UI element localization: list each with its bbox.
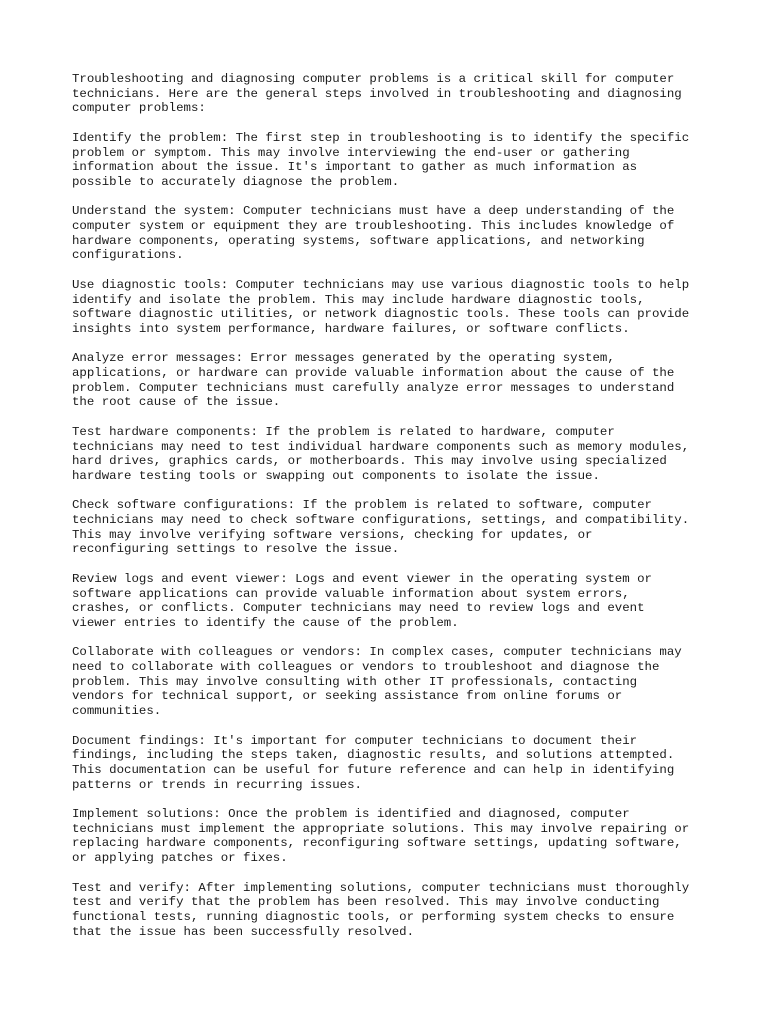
paragraph-use-diagnostic-tools: Use diagnostic tools: Computer technicians may use various diagnostic tools to help identify and isolate the problem. This may include hardware diagnostic tools, software diagnostic utilities, or network diagnostic tools. These tools can provide insights into system performance, hardware failures, or software conflicts. (72, 277, 690, 336)
paragraph-collaborate: Collaborate with colleagues or vendors: In complex cases, computer technicians may need to collaborate with colleagues or vendors to troubleshoot and diagnose the problem. This may involve consulting with other IT professionals, contacting vendors for technical support, or seeking assistance from online forums or communities. (72, 645, 682, 719)
intro-paragraph: Troubleshooting and diagnosing computer problems is a critical skill for computer technicians. Here are the general steps involved in troubleshooting and diagnosing computer problems: (72, 72, 682, 116)
paragraph-test-hardware-components: Test hardware components: If the problem is related to hardware, computer technicians may need to test individual hardware components such as memory modules, hard drives, graphics cards, or motherboards. This may involve using specialized hardware testing tools or swapping out components to isolate the issue. (72, 424, 690, 483)
paragraph-analyze-error-messages: Analyze error messages: Error messages generated by the operating system, applications, or hardware can provide valuable information about the cause of the problem. Computer technicians must carefully analyze error messages to understand the root cause of the issue. (72, 351, 675, 410)
paragraph-understand-the-system: Understand the system: Computer technicians must have a deep understanding of the computer system or equipment they are troubleshooting. This includes knowledge of hardware components, operating systems, software applications, and networking configurations. (72, 204, 675, 263)
paragraph-test-and-verify: Test and verify: After implementing solutions, computer technicians must thoroughly test and verify that the problem has been resolved. This may involve conducting functional tests, running diagnostic tools, or performing system checks to ensure that the issue has been successfully resolved. (72, 880, 690, 939)
paragraph-identify-the-problem: Identify the problem: The first step in troubleshooting is to identify the specific problem or symptom. This may involve interviewing the end-user or gathering information about the issue. It's important to gather as much information as possible to accurately diagnose the problem. (72, 130, 690, 189)
paragraph-check-software-configurations: Check software configurations: If the problem is related to software, computer technicians may need to check software configurations, settings, and compatibility. This may involve verifying software versions, checking for updates, or reconfiguring settings to resolve the issue. (72, 498, 690, 557)
paragraph-review-logs: Review logs and event viewer: Logs and event viewer in the operating system or software applications can provide valuable information about system errors, crashes, or conflicts. Computer technicians may need to review logs and event viewer entries to identify the cause of the problem. (72, 571, 652, 630)
document-page (72, 72, 712, 954)
paragraph-document-findings: Document findings: It's important for computer technicians to document their findings, including the steps taken, diagnostic results, and solutions attempted. This documentation can be useful for future reference and can help in identifying patterns or trends in recurring issues. (72, 733, 675, 792)
paragraph-implement-solutions: Implement solutions: Once the problem is identified and diagnosed, computer technicians must implement the appropriate solutions. This may involve repairing or replacing hardware components, reconfiguring software settings, updating software, or applying patches or fixes. (72, 807, 690, 866)
